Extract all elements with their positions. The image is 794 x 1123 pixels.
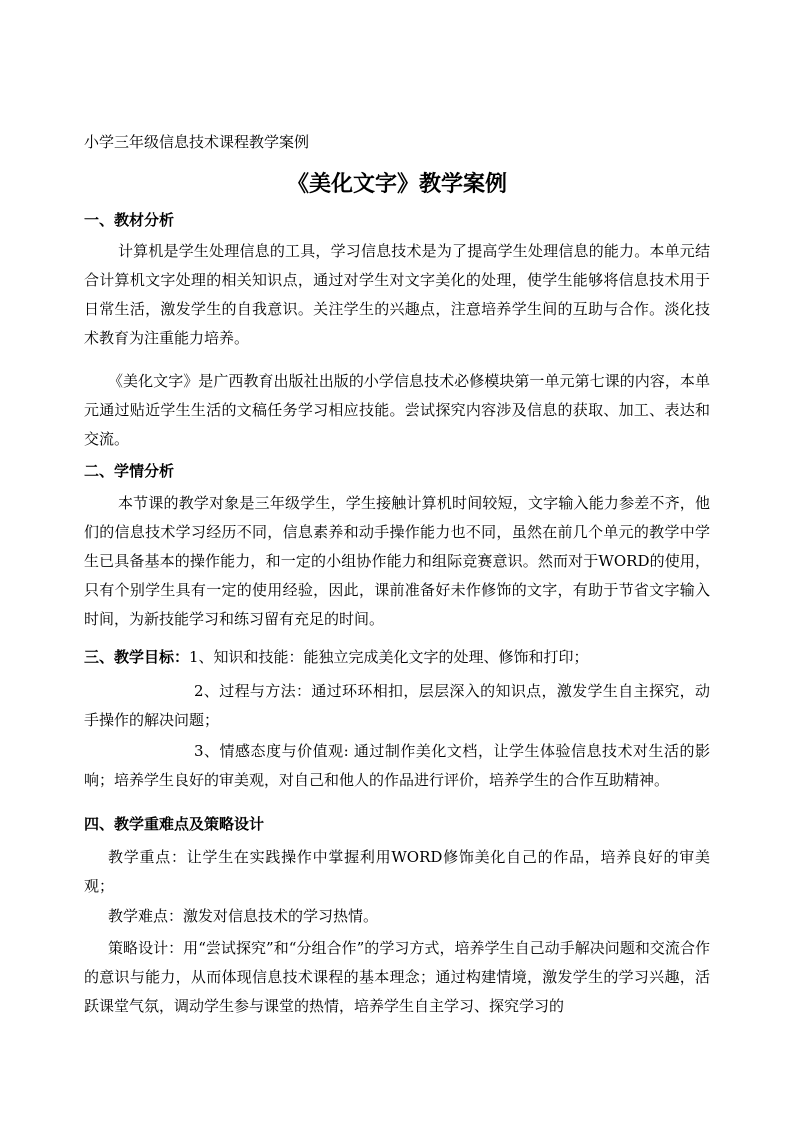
section-1-paragraph-1: 计算机是学生处理信息的工具，学习信息技术是为了提高学生处理信息的能力。本单元结合计算机文字处理的相关知识点，通过对学生对文字美化的处理，使学生能够将信息技术用于日常生活，激发学生的自我意识。关注学生的兴趣点，注意培养学生间的互助与合作。淡化技术教育为注重能力培养。 — [84, 242, 710, 347]
section-heading-2: 二、学情分析 — [84, 462, 175, 480]
section-heading-3: 三、教学目标： — [84, 648, 190, 666]
section-4-strategy: 策略设计：用“尝试探究”和“分组合作”的学习方式，培养学生自己动手解决问题和交流合作的意识与能力，从而体现信息技术课程的基本理念；通过构建情境，激发学生的学习兴趣，活跃课堂气氛，调动学生参与课堂的热情，培养学生自主学习、探究学习的 — [84, 939, 710, 1015]
objective-2: 2、过程与方法：通过环环相扣，层层深入的知识点，激发学生自主探究，动手操作的解决问题； — [84, 682, 710, 729]
document-subtitle: 小学三年级信息技术课程教学案例 — [84, 133, 310, 151]
section-1-paragraph-2: 《美化文字》是广西教育出版社出版的小学信息技术必修模块第一单元第七课的内容，本单元通过贴近学生生活的文稿任务学习相应技能。尝试探究内容涉及信息的获取、加工、表达和交流。 — [84, 372, 710, 448]
section-3-objective-line — [84, 643, 589, 672]
section-2-paragraph-1: 本节课的教学对象是三年级学生，学生接触计算机时间较短，文字输入能力参差不齐，他们的信息技术学习经历不同，信息素养和动手操作能力也不同，虽然在前几个单元的教学中学生已具备基本的操作能力，和一定的小组协作能力和组际竞赛意识。然而对于WORD的使用，只有个别学生具有一定的使用经验，因此，课前准备好未作修饰的文字，有助于节省文字输入时间，为新技能学习和练习留有充足的时间。 — [84, 494, 710, 628]
section-heading-4: 四、教学重难点及策略设计 — [84, 815, 265, 833]
section-4-difficult-point: 教学难点：激发对信息技术的学习热情。 — [108, 907, 379, 925]
objective-1: 1、知识和技能：能独立完成美化文字的处理、修饰和打印； — [189, 648, 589, 666]
section-heading-1: 一、教材分析 — [84, 211, 175, 229]
document-title: 《美化文字》教学案例 — [286, 171, 507, 197]
objective-3: 3、情感态度与价值观: 通过制作美化文档，让学生体验信息技术对生活的影响；培养学生良好的审美观，对自己和他人的作品进行评价，培养学生的合作互助精神。 — [84, 742, 710, 789]
section-4-key-point: 教学重点：让学生在实践操作中掌握利用WORD修饰美化自己的作品，培养良好的审美观； — [84, 848, 710, 895]
